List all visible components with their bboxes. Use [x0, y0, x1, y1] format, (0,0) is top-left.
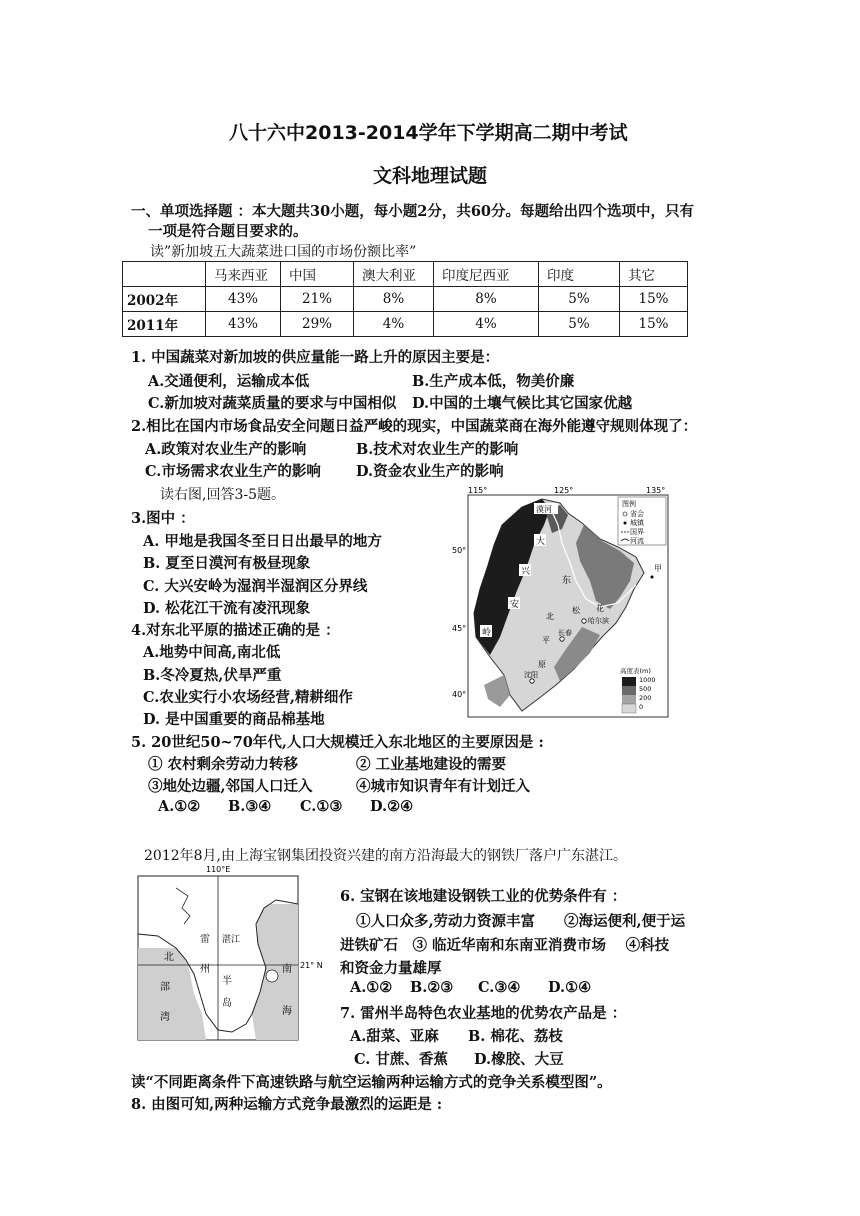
da-label: 大: [536, 537, 546, 547]
q2-stem: 2.相比在国内市场食品安全问题日益严峻的现实，中国蔬菜商在海外能遵守规则体现了：: [131, 418, 698, 435]
lat-label-45: 45°: [452, 624, 467, 633]
q1-option-a: A.交通便利，运输成本低: [148, 373, 310, 390]
q6-stem: 6. 宝钢在该地建设钢铁工业的优势条件有 ：: [340, 888, 627, 905]
table-header-cell: [123, 262, 206, 287]
table-header-cell: 澳大利亚: [354, 262, 434, 287]
song-label: 松: [572, 606, 580, 615]
q6-option-b: B.②③: [410, 979, 454, 996]
table-header-cell: 中国: [281, 262, 354, 287]
table-header-cell: 马来西亚: [206, 262, 281, 287]
changchun-marker: [560, 637, 564, 641]
q6-line2: 进铁矿石 ③ 临近华南和东南亚消费市场 ④科技: [340, 937, 670, 954]
table-header-cell: 印度尼西亚: [434, 262, 539, 287]
bei-label: 北: [164, 952, 174, 963]
q5-item-3: ③地处边疆,邻国人口迁入: [148, 778, 313, 795]
harbin-marker: [582, 619, 586, 623]
elev-swatch-mid: [622, 686, 636, 695]
elev-500: 500: [639, 685, 652, 693]
yuan-label: 原: [538, 660, 546, 669]
q4-option-c: C.农业实行小农场经营,精耕细作: [143, 689, 353, 706]
q8-stem: 8. 由图可知,两种运输方式竞争最激烈的运距是 :: [131, 1096, 443, 1113]
table-cell: 5%: [539, 312, 620, 337]
lat-label-50: 50°: [452, 546, 467, 555]
section1-line1: 一、单项选择题 ：本大题共30小题，每小题2分，共60分。每题给出四个选项中，只有: [131, 203, 694, 220]
q2-option-d: D.资金农业生产的影响: [356, 463, 504, 480]
elev-swatch-high: [622, 677, 636, 686]
q6-option-d: D.①④: [548, 979, 592, 996]
q1-option-d: D.中国的土壤气候比其它国家优越: [412, 395, 633, 412]
q7-option-a: A.甜菜、亚麻: [350, 1028, 439, 1045]
elev-0: 0: [639, 703, 644, 711]
nan-label: 南: [282, 964, 292, 975]
q6-option-a: A.①②: [350, 979, 393, 996]
table-cell: 29%: [281, 312, 354, 337]
table-header-cell: 印度: [539, 262, 620, 287]
q1-stem: 1. 中国蔬菜对新加坡的供应量能一路上升的原因主要是：: [131, 349, 500, 366]
q5-item-4: ④城市知识青年有计划迁入: [356, 778, 530, 795]
q4-option-d: D. 是中国重要的商品棉基地: [143, 711, 325, 728]
table-cell: 2002年: [123, 287, 206, 312]
ling-label: 岭: [482, 628, 492, 638]
xing-label: 兴: [521, 567, 531, 577]
q6-line1: ①人口众多,劳动力资源丰富 ②海运便利,便于运: [356, 913, 686, 930]
q2-option-a: A.政策对农业生产的影响: [145, 441, 307, 458]
q5-option-b: B.③④: [228, 798, 272, 815]
lat-label-40: 40°: [452, 690, 467, 699]
q4-option-a: A.地势中间高,南北低: [143, 644, 281, 661]
dong-label: 东: [562, 576, 572, 586]
legend-city: 城镇: [630, 519, 644, 527]
table-row: [123, 287, 688, 312]
q1-option-b: B.生产成本低，物美价廉: [412, 373, 575, 390]
q5-option-c: C.①③: [300, 798, 343, 815]
table-cell: 2011年: [123, 312, 206, 337]
q3-option-a: A. 甲地是我国冬至日日出最早的地方: [143, 533, 382, 550]
q5-item-1: ① 农村剩余劳动力转移: [148, 756, 299, 773]
shenyang-label: 沈阳: [524, 671, 538, 679]
q7-option-c: C. 甘蔗、香蕉: [354, 1051, 448, 1068]
table-cell: 5%: [539, 287, 620, 312]
lon-label-135: 135°: [646, 486, 666, 495]
legend-title: 图例: [622, 500, 636, 508]
mohe-label: 漠河: [536, 505, 552, 514]
legend-border: 国界: [630, 528, 644, 536]
bu-label: 部: [160, 982, 170, 993]
ban-label: 半: [222, 976, 232, 987]
table-header-row: [123, 262, 688, 287]
elev-swatch-low: [622, 695, 636, 704]
island: [266, 970, 278, 982]
table-cell: 8%: [354, 287, 434, 312]
legend-capital-icon: [623, 512, 627, 516]
intro-transport-model: 读“不同距离条件下高速铁路与航空运输两种运输方式的竞争关系模型图”。: [131, 1074, 612, 1091]
leizhou-peninsula-map: [136, 864, 328, 1048]
elevation-title: 高度表(m): [620, 667, 651, 675]
dao-label: 岛: [222, 998, 232, 1009]
ping-label: 平: [542, 636, 550, 645]
section1-line2: 一项是符合题目要求的。: [148, 223, 308, 240]
lat-label-21n: 21° N: [300, 961, 323, 970]
q5-option-d: D.②④: [370, 798, 414, 815]
zhanjiang-label: 湛江: [222, 935, 241, 945]
an-label: 安: [510, 600, 520, 610]
q2-option-c: C.市场需求农业生产的影响: [145, 463, 321, 480]
legend-city-icon: [624, 522, 627, 525]
lon-label-115: 115°: [468, 486, 488, 495]
q6-line3: 和资金力量雄厚: [340, 960, 442, 977]
q5-option-a: A.①②: [158, 798, 201, 815]
legend-river: 河流: [630, 537, 644, 545]
market-share-table: [122, 261, 688, 337]
q4-stem: 4.对东北平原的描述正确的是 ：: [131, 622, 340, 639]
q1-option-c: C.新加坡对蔬菜质量的要求与中国相似: [148, 395, 397, 412]
q7-stem: 7. 雷州半岛特色农业基地的优势农产品是 ：: [340, 1005, 627, 1022]
elev-swatch-plain: [622, 704, 636, 713]
q3-option-c: C. 大兴安岭为湿润半湿润区分界线: [143, 578, 368, 595]
zhou-label: 州: [200, 964, 210, 975]
read-map-note: 读右图,回答3-5题。: [160, 487, 285, 503]
page-subtitle: 文科地理试题: [373, 165, 488, 187]
jia-marker: [651, 576, 654, 579]
q7-option-d: D.橡胶、大豆: [474, 1051, 564, 1068]
table-cell: 15%: [620, 312, 688, 337]
shenyang-marker: [530, 679, 534, 683]
q3-option-d: D. 松花江干流有凌汛现象: [143, 600, 311, 617]
table-cell: 21%: [281, 287, 354, 312]
q2-option-b: B.技术对农业生产的影响: [356, 441, 519, 458]
elev-1000: 1000: [639, 676, 656, 684]
wan-label: 湾: [160, 1012, 170, 1023]
table-intro: 读”新加坡五大蔬菜进口国的市场份额比率”: [150, 244, 417, 260]
page-title: 八十六中2013-2014学年下学期高二期中考试: [229, 122, 628, 144]
bei-label: 北: [546, 612, 554, 621]
hai-label: 海: [282, 1006, 292, 1017]
q5-stem: 5. 20世纪50~70年代,人口大规模迁入东北地区的主要原因是 :: [131, 734, 544, 751]
q4-option-b: B.冬冷夏热,伏旱严重: [143, 667, 282, 684]
legend-capital: 省会: [630, 510, 644, 518]
q7-option-b: B. 棉花、荔枝: [468, 1028, 563, 1045]
table-cell: 43%: [206, 312, 281, 337]
elev-200: 200: [639, 694, 652, 702]
changchun-label: 长春: [558, 629, 572, 637]
intro-zhanjiang: 2012年8月,由上海宝钢集团投资兴建的南方沿海最大的钢铁厂落户广东湛江。: [144, 848, 627, 864]
northeast-china-map: [450, 485, 676, 727]
q3-stem: 3.图中 ：: [131, 510, 195, 527]
table-cell: 4%: [354, 312, 434, 337]
table-row: [123, 312, 688, 337]
lon-label-110e: 110°E: [206, 865, 231, 874]
table-header-cell: 其它: [620, 262, 688, 287]
table-cell: 15%: [620, 287, 688, 312]
table-cell: 4%: [434, 312, 539, 337]
jia-label: 甲: [654, 564, 662, 573]
table-cell: 8%: [434, 287, 539, 312]
q3-option-b: B. 夏至日漠河有极昼现象: [143, 555, 311, 572]
lei-label: 雷: [200, 934, 210, 945]
q5-item-2: ② 工业基地建设的需要: [356, 756, 507, 773]
table-cell: 43%: [206, 287, 281, 312]
q6-option-c: C.③④: [478, 979, 521, 996]
lon-label-125: 125°: [554, 486, 574, 495]
harbin-label: 哈尔滨: [588, 617, 609, 625]
hua-label: 花: [596, 604, 604, 613]
